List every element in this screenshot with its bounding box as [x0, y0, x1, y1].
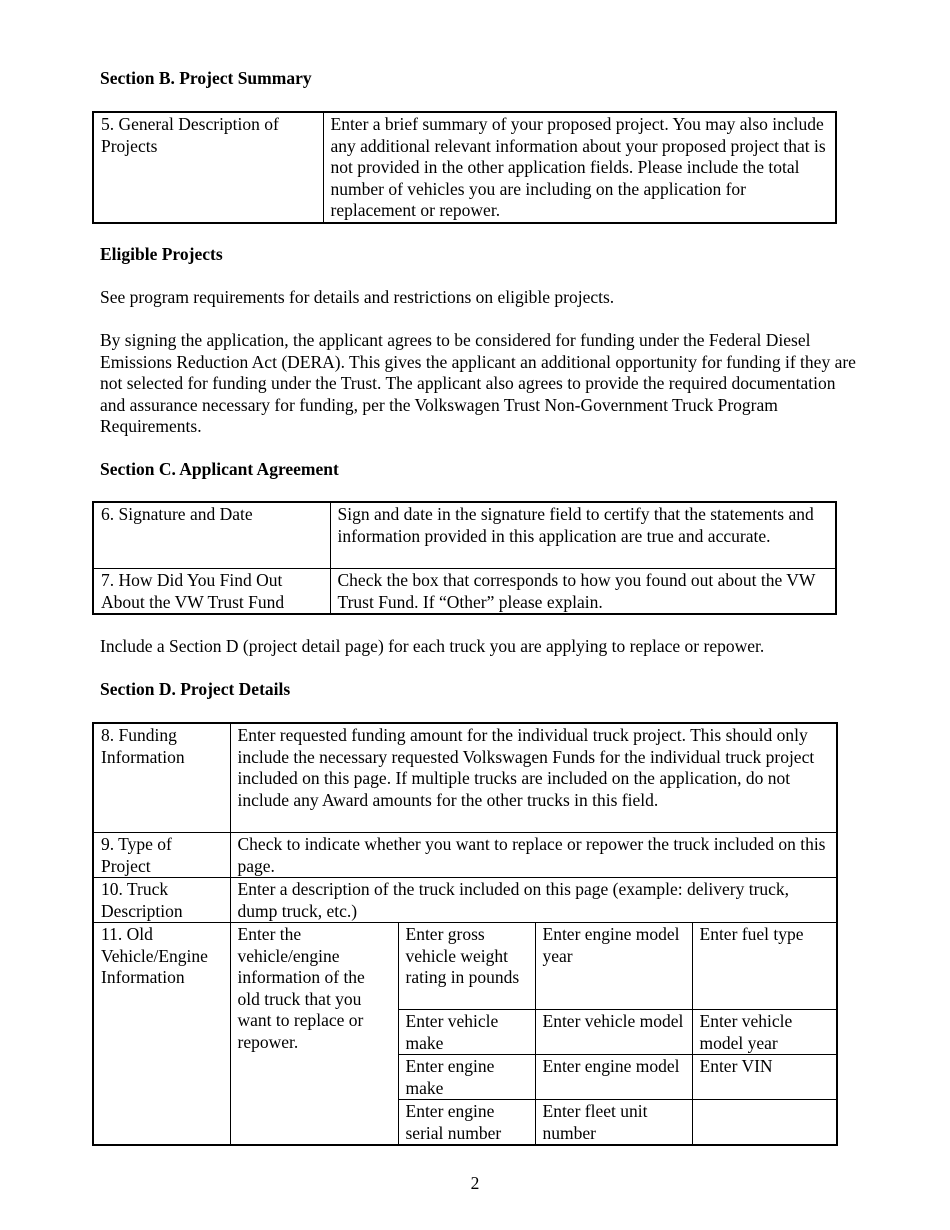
grid-cell: Enter engine make [398, 1055, 535, 1100]
section-b-table [92, 111, 837, 224]
row-description: Enter a description of the truck included on this page (example: delivery truck, dump truck, etc.) [230, 878, 837, 923]
row-description: Sign and date in the signature field to certify that the statements and information provided in this application are true and accurate. [330, 502, 836, 569]
grid-cell: Enter engine model year [535, 923, 692, 1010]
section-c-heading: Section C. Applicant Agreement [100, 459, 339, 479]
grid-cell: Enter vehicle model [535, 1010, 692, 1055]
table-row [93, 112, 836, 223]
grid-cell: Enter fleet unit number [535, 1100, 692, 1146]
eligible-paragraph-1: See program requirements for details and restrictions on eligible projects. [100, 287, 615, 307]
section-d-table [92, 722, 838, 1146]
section-b-heading: Section B. Project Summary [100, 68, 312, 88]
grid-cell: Enter gross vehicle weight rating in pounds [398, 923, 535, 1010]
row-description: Check to indicate whether you want to replace or repower the truck included on this page. [230, 833, 837, 878]
grid-cell: Enter vehicle model year [692, 1010, 837, 1055]
grid-cell: Enter fuel type [692, 923, 837, 1010]
row-label: 7. How Did You Find Out About the VW Trust Fund [93, 569, 330, 615]
grid-cell: Enter engine model [535, 1055, 692, 1100]
page-number: 2 [470, 1173, 480, 1193]
row-label: 5. General Description of Projects [93, 112, 323, 223]
table-row [93, 923, 837, 1010]
section-c-table [92, 501, 837, 615]
table-row [93, 502, 836, 569]
row-description: Enter the vehicle/engine information of the old truck that you want to replace or repower. [230, 923, 398, 1146]
grid-cell: Enter vehicle make [398, 1010, 535, 1055]
row-description: Enter a brief summary of your proposed project. You may also include any additional relevant information about your proposed project that is not provided in the other application fields. Please include the total number of vehicles you are including on the application for replacement or repower. [323, 112, 836, 223]
row-description: Enter requested funding amount for the individual truck project. This should only include the necessary requested Volkswagen Funds for the individual truck project included on this page. If multiple trucks are included on the application, do not include any Award amounts for the other trucks in this field. [230, 723, 837, 833]
eligible-paragraph-2: By signing the application, the applicant agrees to be considered for funding under the Federal Diesel Emissions Reduction Act (DERA). This gives the applicant an additional opportunity for funding if they are not selected for funding under the Trust. The applicant also agrees to provide the required documentation and assurance necessary for funding, per the Volkswagen Trust Non-Government Truck Program Requirements. [100, 330, 856, 436]
row-label: 11. Old Vehicle/Engine Information [93, 923, 230, 1146]
row-description: Check the box that corresponds to how you found out about the VW Trust Fund. If “Other” please explain. [330, 569, 836, 615]
grid-cell [692, 1100, 837, 1146]
table-row [93, 569, 836, 615]
grid-cell: Enter VIN [692, 1055, 837, 1100]
table-row [93, 723, 837, 833]
section-d-note: Include a Section D (project detail page) for each truck you are applying to replace or repower. [100, 636, 765, 656]
grid-cell: Enter engine serial number [398, 1100, 535, 1146]
row-label: 9. Type of Project [93, 833, 230, 878]
row-label: 8. Funding Information [93, 723, 230, 833]
eligible-projects-heading: Eligible Projects [100, 244, 223, 264]
row-label: 6. Signature and Date [93, 502, 330, 569]
table-row [93, 833, 837, 878]
row-label: 10. Truck Description [93, 878, 230, 923]
section-d-heading: Section D. Project Details [100, 679, 291, 699]
table-row [93, 878, 837, 923]
